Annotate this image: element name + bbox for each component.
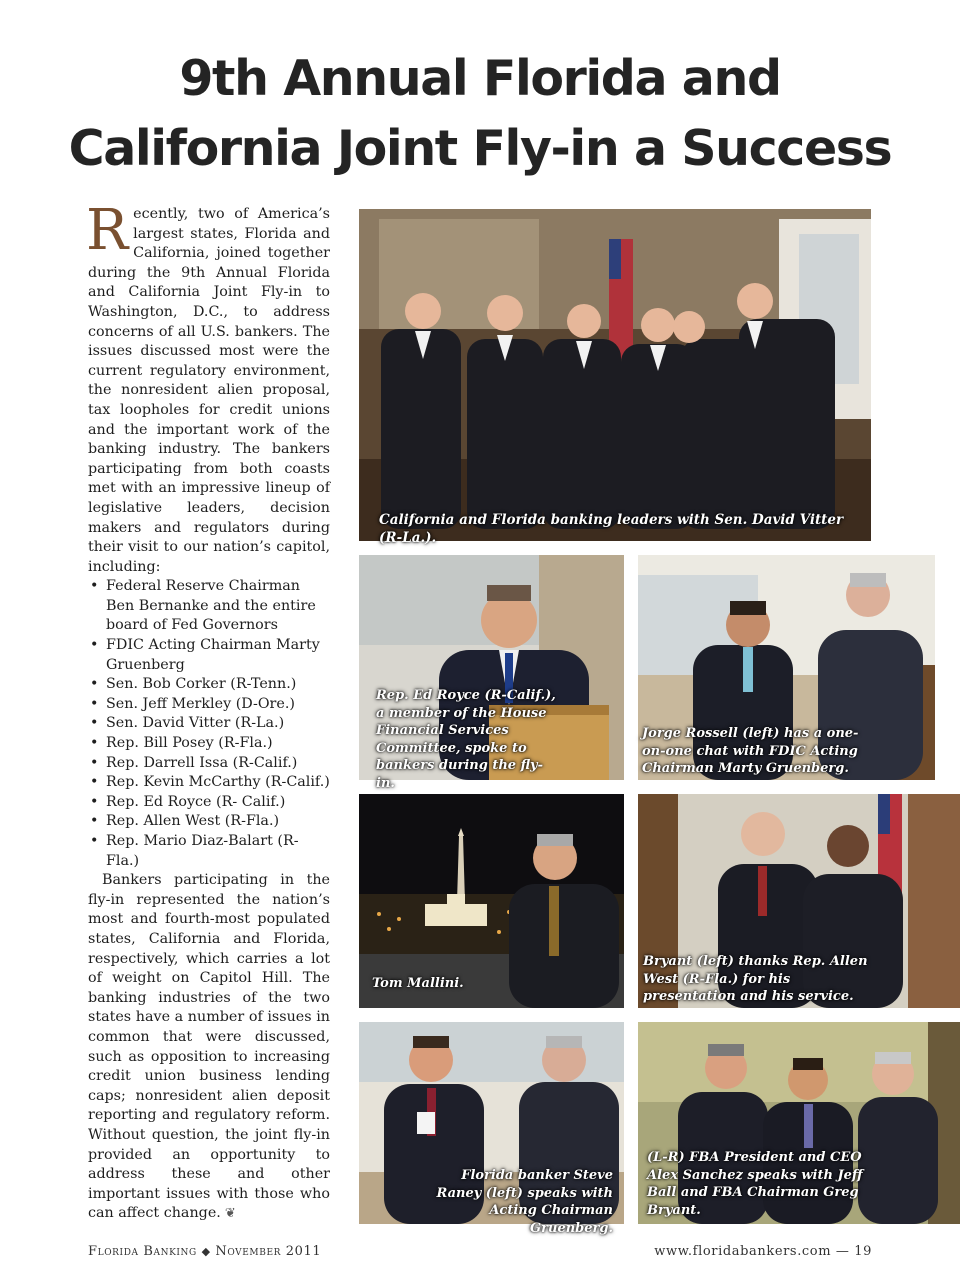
list-item: • Sen. David Vitter (R-La.) xyxy=(88,714,330,734)
photo-caption: Tom Mallini. xyxy=(372,976,464,991)
photo-raney-gruenberg xyxy=(359,1022,624,1236)
photo-royce xyxy=(359,555,624,791)
website-url[interactable]: www.floridabankers.com xyxy=(654,1244,832,1259)
drop-cap: R xyxy=(86,198,129,263)
diamond-icon: ◆ xyxy=(201,1245,211,1258)
list-item: • Rep. Mario Diaz-Balart (R-Fla.) xyxy=(88,832,330,871)
list-item: • FDIC Acting Chairman Marty Gruenberg xyxy=(88,636,330,675)
issue-date: November 2011 xyxy=(215,1244,322,1259)
footer-site xyxy=(654,1244,872,1259)
article-title xyxy=(40,44,920,184)
page-number: 19 xyxy=(854,1244,872,1259)
list-item: • Sen. Jeff Merkley (D-Ore.) xyxy=(88,695,330,715)
list-item: • Rep. Allen West (R-Fla.) xyxy=(88,812,330,832)
list-item: • Rep. Darrell Issa (R-Calif.) xyxy=(88,754,330,774)
intro-text: ecently, two of America’s largest states, Florida and California, joined together during the 9th Annual Florida and California Joint Fly-in to Washington, D.C., to address concerns of all U.S. bankers. The issues discussed most were the current regulatory environment, the nonresident alien proposal, tax loopholes for credit unions and the important work of the banking industry. The bankers participating from both coasts met with an impressive lineup of legislative leaders, decision makers and regulators during their visit to our nation’s capitol, including: xyxy=(88,206,330,575)
title-line-1: 9th Annual Florida and xyxy=(179,50,781,107)
photo-caption: Florida banker Steve Raney (left) speaks with Acting Chairman Gruenberg. xyxy=(436,1168,613,1236)
photo-rossell-gruenberg xyxy=(638,555,935,780)
photo-caption: California and Florida banking leaders with Sen. David Vitter (R-La.). xyxy=(379,512,844,546)
photo-caption: Jorge Rossell (left) has a one-on-one chat with FDIC Acting Chairman Marty Gruenberg. xyxy=(642,726,859,776)
photo-bryant-west xyxy=(638,794,960,1008)
photo-group-image xyxy=(359,209,871,541)
list-item: • Rep. Ed Royce (R- Calif.) xyxy=(88,793,330,813)
footer-publication xyxy=(88,1244,321,1259)
closing-paragraph xyxy=(88,871,330,1224)
closing-text: Bankers participating in the fly-in represented the nation’s most and fourth-most populated states, California and Florida, respectively, which carries a lot of weight on Capitol Hill. The banking industries of the two states have a number of issues in common that were discussed, such as opposition to increasing credit union business lending caps; nonresident alien deposit reporting and regulatory reform. Without question, the joint fly-in provided an opportunity to address these and other important issues with those who can affect change. xyxy=(88,872,330,1222)
photo-caption: (L-R) FBA President and CEO Alex Sanchez speaks with Jeff Ball and FBA Chairman Greg Bryant. xyxy=(647,1150,863,1218)
photo-caption: Bryant (left) thanks Rep. Allen West (R-Fla.) for his presentation and his service. xyxy=(643,954,868,1004)
intro-paragraph xyxy=(86,198,330,577)
photo-sanchez-ball-bryant xyxy=(638,1022,960,1224)
list-item: • Federal Reserve Chairman Ben Bernanke and the entire board of Fed Governors xyxy=(88,577,330,636)
end-mark-icon: ❦ xyxy=(224,1206,236,1222)
photo-mallini xyxy=(359,794,624,1008)
list-item: • Rep. Bill Posey (R-Fla.) xyxy=(88,734,330,754)
footer-dash: — xyxy=(835,1244,850,1259)
attendee-list xyxy=(88,577,330,871)
list-item: • Rep. Kevin McCarthy (R-Calif.) xyxy=(88,773,330,793)
article-body xyxy=(86,198,330,1224)
photo-group-vitter xyxy=(359,209,871,546)
title-line-2: California Joint Fly-in a Success xyxy=(68,120,892,177)
list-item: • Sen. Bob Corker (R-Tenn.) xyxy=(88,675,330,695)
publication-name: Florida Banking xyxy=(88,1244,197,1259)
photo-caption: Rep. Ed Royce (R-Calif.), a member of the House Financial Services Committee, spoke to bankers during the fly-in. xyxy=(376,688,556,791)
